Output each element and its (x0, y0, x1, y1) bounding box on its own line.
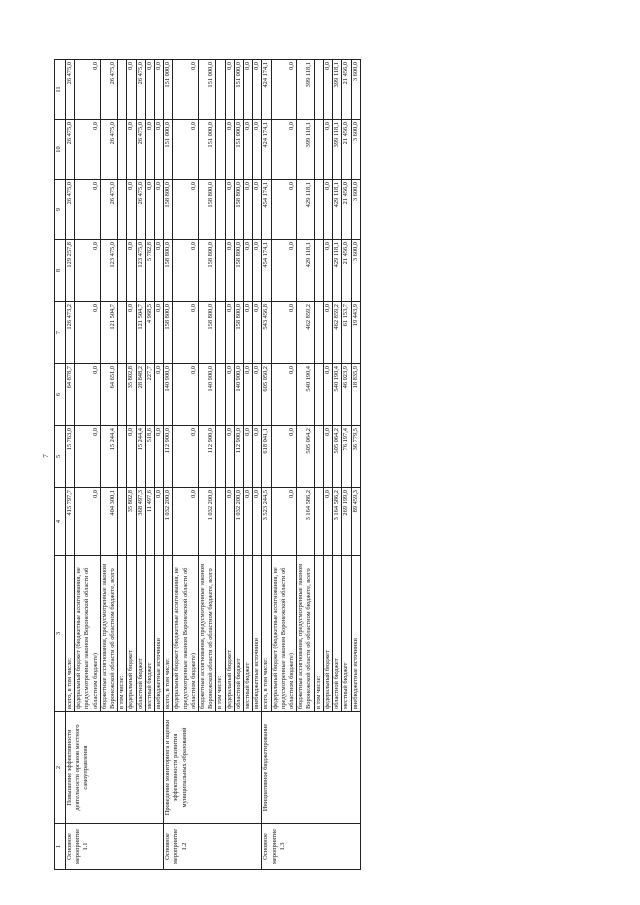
amount-cell: 129 257,8 (66, 240, 75, 302)
amount-cell: 424 174,1 (262, 60, 271, 120)
amount-cell (118, 120, 127, 180)
funding-source-cell: областной бюджет (234, 556, 243, 712)
amount-cell (314, 488, 323, 556)
amount-cell: 0,0 (225, 120, 234, 180)
column-header: 2 (55, 712, 66, 824)
amount-cell: 0,0 (75, 364, 101, 426)
column-header: 6 (55, 364, 66, 426)
amount-cell: 0,0 (323, 488, 332, 556)
amount-cell: 540 190,4 (297, 364, 314, 426)
amount-cell (118, 180, 127, 240)
amount-cell: 0,0 (173, 488, 199, 556)
amount-cell: 112 900,0 (234, 426, 243, 488)
amount-cell: 399 118,1 (297, 120, 314, 180)
measure-title-cell: Проведение мониторинга и оценки эффективности развития муниципальных образований (164, 712, 262, 824)
amount-cell (216, 488, 225, 556)
funding-source-cell: федеральный бюджет (бюджетные ассигнования, не предусмотренные законом Воронежской области об областном бюджете) (271, 556, 297, 712)
amount-cell: 505 064,2 (333, 426, 342, 488)
amount-cell: 368 497,3 (136, 488, 145, 556)
amount-cell: 0,0 (225, 364, 234, 426)
amount-cell: 123 475,0 (136, 240, 145, 302)
funding-source-cell: внебюджетные источники (351, 556, 360, 712)
amount-cell: 76 197,4 (342, 426, 351, 488)
amount-cell: 505 064,2 (297, 426, 314, 488)
amount-cell: 158 800,0 (199, 240, 216, 302)
funding-source-cell: в том числе: (314, 556, 323, 712)
amount-cell: 618 041,1 (262, 426, 271, 488)
amount-cell: 0,0 (155, 120, 164, 180)
amount-cell: 0,0 (253, 302, 262, 364)
amount-cell: 0,0 (173, 180, 199, 240)
amount-cell: 429 118,1 (333, 180, 342, 240)
amount-cell: 0,0 (244, 180, 253, 240)
amount-cell: 151 000,0 (199, 120, 216, 180)
amount-cell: 462 859,2 (333, 302, 342, 364)
column-header: 8 (55, 240, 66, 302)
funding-source-cell: бюджетные ассигнования, предусмотренные законом Воронежской области об областном бюджете, всего (100, 556, 117, 712)
amount-cell: 429 118,1 (333, 240, 342, 302)
amount-cell: 0,0 (271, 120, 297, 180)
amount-cell (216, 240, 225, 302)
amount-cell: 0,0 (155, 60, 164, 120)
amount-cell: 26 475,0 (100, 60, 117, 120)
column-header: 3 (55, 556, 66, 712)
amount-cell: 0,0 (155, 426, 164, 488)
measure-code-cell: Основное мероприятие 1.2 (164, 824, 262, 870)
amount-cell: 0,0 (225, 488, 234, 556)
amount-cell (216, 180, 225, 240)
amount-cell (216, 426, 225, 488)
column-header: 1 (55, 824, 66, 870)
amount-cell: 0,0 (323, 180, 332, 240)
amount-cell: 543 456,8 (262, 302, 271, 364)
column-header: 10 (55, 120, 66, 180)
amount-cell: 540 190,4 (333, 364, 342, 426)
measure-title-cell: Инициативное бюджетирование (262, 712, 360, 824)
page-number: 7 (41, 454, 50, 458)
amount-cell (314, 60, 323, 120)
column-header: 11 (55, 60, 66, 120)
budget-table (54, 59, 361, 870)
amount-cell: 21 456,0 (342, 180, 351, 240)
amount-cell: 0,0 (244, 488, 253, 556)
amount-cell: 18 835,9 (351, 364, 360, 426)
amount-cell: 227,7 (145, 364, 154, 426)
table-row (262, 60, 271, 870)
table-row (164, 60, 173, 870)
amount-cell: 0,0 (253, 488, 262, 556)
amount-cell: 3 600,0 (351, 120, 360, 180)
funding-source-cell: местный бюджет (244, 556, 253, 712)
amount-cell: 151 000,0 (199, 60, 216, 120)
amount-cell (216, 60, 225, 120)
amount-cell: 0,0 (173, 240, 199, 302)
amount-cell: 3 164 586,2 (297, 488, 314, 556)
amount-cell: 0,0 (323, 364, 332, 426)
amount-cell (118, 302, 127, 364)
amount-cell: 0,0 (155, 180, 164, 240)
amount-cell: 151 000,0 (164, 60, 173, 120)
amount-cell: 158 800,0 (234, 240, 243, 302)
amount-cell: 158 800,0 (164, 240, 173, 302)
amount-cell: 21 456,0 (342, 120, 351, 180)
amount-cell: 0,0 (225, 302, 234, 364)
amount-cell: 19 443,9 (351, 302, 360, 364)
amount-cell (118, 488, 127, 556)
funding-source-cell: местный бюджет (342, 556, 351, 712)
amount-cell: 0,0 (271, 426, 297, 488)
amount-cell: 399 118,1 (297, 60, 314, 120)
amount-cell: 0,0 (271, 180, 297, 240)
amount-cell: 518,6 (145, 426, 154, 488)
amount-cell: 0,0 (75, 426, 101, 488)
amount-cell: 0,0 (127, 60, 136, 120)
measure-code-cell: Основное мероприятие 1.3 (262, 824, 360, 870)
amount-cell: 0,0 (323, 240, 332, 302)
amount-cell: 0,0 (127, 240, 136, 302)
amount-cell: 0,0 (155, 488, 164, 556)
amount-cell: 112 900,0 (199, 426, 216, 488)
amount-cell: 15 763,0 (66, 426, 75, 488)
amount-cell: 140 900,0 (199, 364, 216, 426)
rotated-table-sheet (54, 60, 582, 870)
amount-cell: 158 800,0 (234, 302, 243, 364)
amount-cell: 3 600,0 (351, 60, 360, 120)
header-row (55, 60, 66, 870)
amount-cell: 64 651,0 (100, 364, 117, 426)
amount-cell: 0,0 (145, 60, 154, 120)
amount-cell: 0,0 (75, 302, 101, 364)
amount-cell: 424 174,1 (262, 120, 271, 180)
amount-cell (314, 302, 323, 364)
amount-cell: 5 782,8 (145, 240, 154, 302)
funding-source-cell: федеральный бюджет (бюджетные ассигнования, не предусмотренные законом Воронежской области об областном бюджете) (75, 556, 101, 712)
amount-cell: 112 900,0 (164, 426, 173, 488)
amount-cell: 158 800,0 (164, 302, 173, 364)
amount-cell: 1 032 200,0 (164, 488, 173, 556)
amount-cell: 0,0 (173, 426, 199, 488)
funding-source-cell: федеральный бюджет (127, 556, 136, 712)
amount-cell (314, 180, 323, 240)
amount-cell: 151 000,0 (234, 120, 243, 180)
funding-source-cell: всего, в том числе: (262, 556, 271, 712)
amount-cell: 0,0 (173, 364, 199, 426)
measure-title-cell: Повышение эффективности деятельности органов местного самоуправления (66, 712, 164, 824)
amount-cell: 158 800,0 (164, 180, 173, 240)
funding-source-cell: федеральный бюджет (бюджетные ассигнования, не предусмотренные законом Воронежской области об областном бюджете) (173, 556, 199, 712)
amount-cell: 0,0 (253, 364, 262, 426)
amount-cell: 429 118,1 (297, 180, 314, 240)
amount-cell (118, 364, 127, 426)
amount-cell: 61 153,7 (342, 302, 351, 364)
amount-cell: 0,0 (173, 120, 199, 180)
amount-cell: 0,0 (173, 302, 199, 364)
amount-cell: 0,0 (155, 240, 164, 302)
funding-source-cell: местный бюджет (145, 556, 154, 712)
amount-cell (314, 426, 323, 488)
amount-cell: 0,0 (244, 240, 253, 302)
amount-cell: 0,0 (173, 60, 199, 120)
amount-cell: 404 300,1 (100, 488, 117, 556)
amount-cell: 158 800,0 (199, 302, 216, 364)
amount-cell: 121 504,7 (100, 302, 117, 364)
amount-cell: 89 459,3 (351, 488, 360, 556)
amount-cell (314, 240, 323, 302)
table-body (66, 60, 361, 870)
amount-cell: 0,0 (323, 426, 332, 488)
amount-cell: 0,0 (244, 302, 253, 364)
amount-cell: 123 475,0 (100, 240, 117, 302)
amount-cell: 3 600,0 (351, 240, 360, 302)
funding-source-cell: внебюджетные источники (253, 556, 262, 712)
amount-cell: 462 859,2 (297, 302, 314, 364)
amount-cell: 0,0 (75, 60, 101, 120)
amount-cell: 1 032 200,0 (234, 488, 243, 556)
amount-cell: 11 497,6 (145, 488, 154, 556)
amount-cell: 126 473,2 (66, 302, 75, 364)
amount-cell: 140 900,0 (234, 364, 243, 426)
amount-cell: 0,0 (225, 180, 234, 240)
amount-cell: 4 968,5 (145, 302, 154, 364)
funding-source-cell: в том числе: (118, 556, 127, 712)
amount-cell: 46 023,9 (342, 364, 351, 426)
amount-cell (216, 302, 225, 364)
amount-cell: 26 475,0 (66, 180, 75, 240)
amount-cell: 0,0 (323, 302, 332, 364)
column-header: 7 (55, 302, 66, 364)
funding-source-cell: федеральный бюджет (225, 556, 234, 712)
amount-cell: 0,0 (244, 364, 253, 426)
amount-cell: 0,0 (225, 426, 234, 488)
amount-cell: 0,0 (225, 240, 234, 302)
amount-cell: 0,0 (244, 426, 253, 488)
amount-cell: 0,0 (75, 488, 101, 556)
amount-cell: 0,0 (271, 302, 297, 364)
amount-cell (216, 364, 225, 426)
funding-source-cell: внебюджетные источники (155, 556, 164, 712)
amount-cell: 415 797,7 (66, 488, 75, 556)
amount-cell: 0,0 (127, 302, 136, 364)
amount-cell: 28 848,2 (136, 364, 145, 426)
amount-cell: 35 802,8 (127, 364, 136, 426)
amount-cell: 0,0 (145, 120, 154, 180)
amount-cell: 0,0 (323, 120, 332, 180)
amount-cell: 0,0 (127, 120, 136, 180)
amount-cell: 399 118,1 (333, 120, 342, 180)
amount-cell: 1 032 200,0 (199, 488, 216, 556)
funding-source-cell: областной бюджет (136, 556, 145, 712)
measure-code-cell: Основное мероприятие 1.1 (66, 824, 164, 870)
amount-cell: 26 475,0 (100, 180, 117, 240)
amount-cell: 269 199,0 (342, 488, 351, 556)
amount-cell (118, 240, 127, 302)
amount-cell: 26 475,0 (66, 120, 75, 180)
amount-cell: 26 475,0 (136, 180, 145, 240)
amount-cell: 0,0 (145, 180, 154, 240)
amount-cell: 454 174,1 (262, 240, 271, 302)
amount-cell: 3 164 586,2 (333, 488, 342, 556)
amount-cell: 605 050,2 (262, 364, 271, 426)
amount-cell: 0,0 (127, 426, 136, 488)
funding-source-cell: всего, в том числе: (66, 556, 75, 712)
funding-source-cell: бюджетные ассигнования, предусмотренные законом Воронежской области об областном бюджете, всего (297, 556, 314, 712)
amount-cell: 399 118,1 (333, 60, 342, 120)
amount-cell: 158 800,0 (234, 180, 243, 240)
amount-cell: 0,0 (253, 426, 262, 488)
funding-source-cell: в том числе: (216, 556, 225, 712)
amount-cell: 0,0 (75, 120, 101, 180)
amount-cell: 26 475,0 (136, 120, 145, 180)
amount-cell: 151 000,0 (234, 60, 243, 120)
amount-cell: 3 523 244,5 (262, 488, 271, 556)
amount-cell: 36 779,5 (351, 426, 360, 488)
amount-cell: 0,0 (253, 240, 262, 302)
amount-cell: 0,0 (127, 180, 136, 240)
amount-cell: 0,0 (253, 180, 262, 240)
amount-cell: 0,0 (155, 364, 164, 426)
amount-cell: 0,0 (271, 240, 297, 302)
amount-cell: 0,0 (75, 240, 101, 302)
funding-source-cell: бюджетные ассигнования, предусмотренные законом Воронежской области об областном бюджете, всего (199, 556, 216, 712)
amount-cell: 0,0 (253, 60, 262, 120)
amount-cell (314, 364, 323, 426)
amount-cell (118, 60, 127, 120)
amount-cell: 26 475,0 (100, 120, 117, 180)
amount-cell: 26 475,0 (66, 60, 75, 120)
amount-cell: 454 174,1 (262, 180, 271, 240)
amount-cell: 158 800,0 (199, 180, 216, 240)
amount-cell: 140 900,0 (164, 364, 173, 426)
amount-cell: 151 000,0 (164, 120, 173, 180)
table-row (66, 60, 75, 870)
column-header: 5 (55, 426, 66, 488)
amount-cell: 121 504,7 (136, 302, 145, 364)
amount-cell: 0,0 (323, 60, 332, 120)
amount-cell: 0,0 (225, 60, 234, 120)
amount-cell: 0,0 (271, 60, 297, 120)
amount-cell: 15 244,4 (100, 426, 117, 488)
amount-cell: 0,0 (271, 488, 297, 556)
amount-cell: 0,0 (244, 120, 253, 180)
amount-cell: 21 456,0 (342, 60, 351, 120)
amount-cell: 429 118,1 (297, 240, 314, 302)
funding-source-cell: федеральный бюджет (323, 556, 332, 712)
amount-cell: 26 475,0 (136, 60, 145, 120)
amount-cell (314, 120, 323, 180)
amount-cell: 0,0 (75, 180, 101, 240)
amount-cell: 35 802,8 (127, 488, 136, 556)
funding-source-cell: областной бюджет (333, 556, 342, 712)
amount-cell: 3 600,0 (351, 180, 360, 240)
amount-cell: 0,0 (155, 302, 164, 364)
funding-source-cell: всего, в том числе: (164, 556, 173, 712)
amount-cell (216, 120, 225, 180)
amount-cell: 15 244,4 (136, 426, 145, 488)
amount-cell: 0,0 (271, 364, 297, 426)
column-header: 4 (55, 488, 66, 556)
amount-cell: 21 456,0 (342, 240, 351, 302)
amount-cell: 0,0 (253, 120, 262, 180)
column-header: 9 (55, 180, 66, 240)
amount-cell (118, 426, 127, 488)
amount-cell: 0,0 (244, 60, 253, 120)
amount-cell: 64 878,7 (66, 364, 75, 426)
